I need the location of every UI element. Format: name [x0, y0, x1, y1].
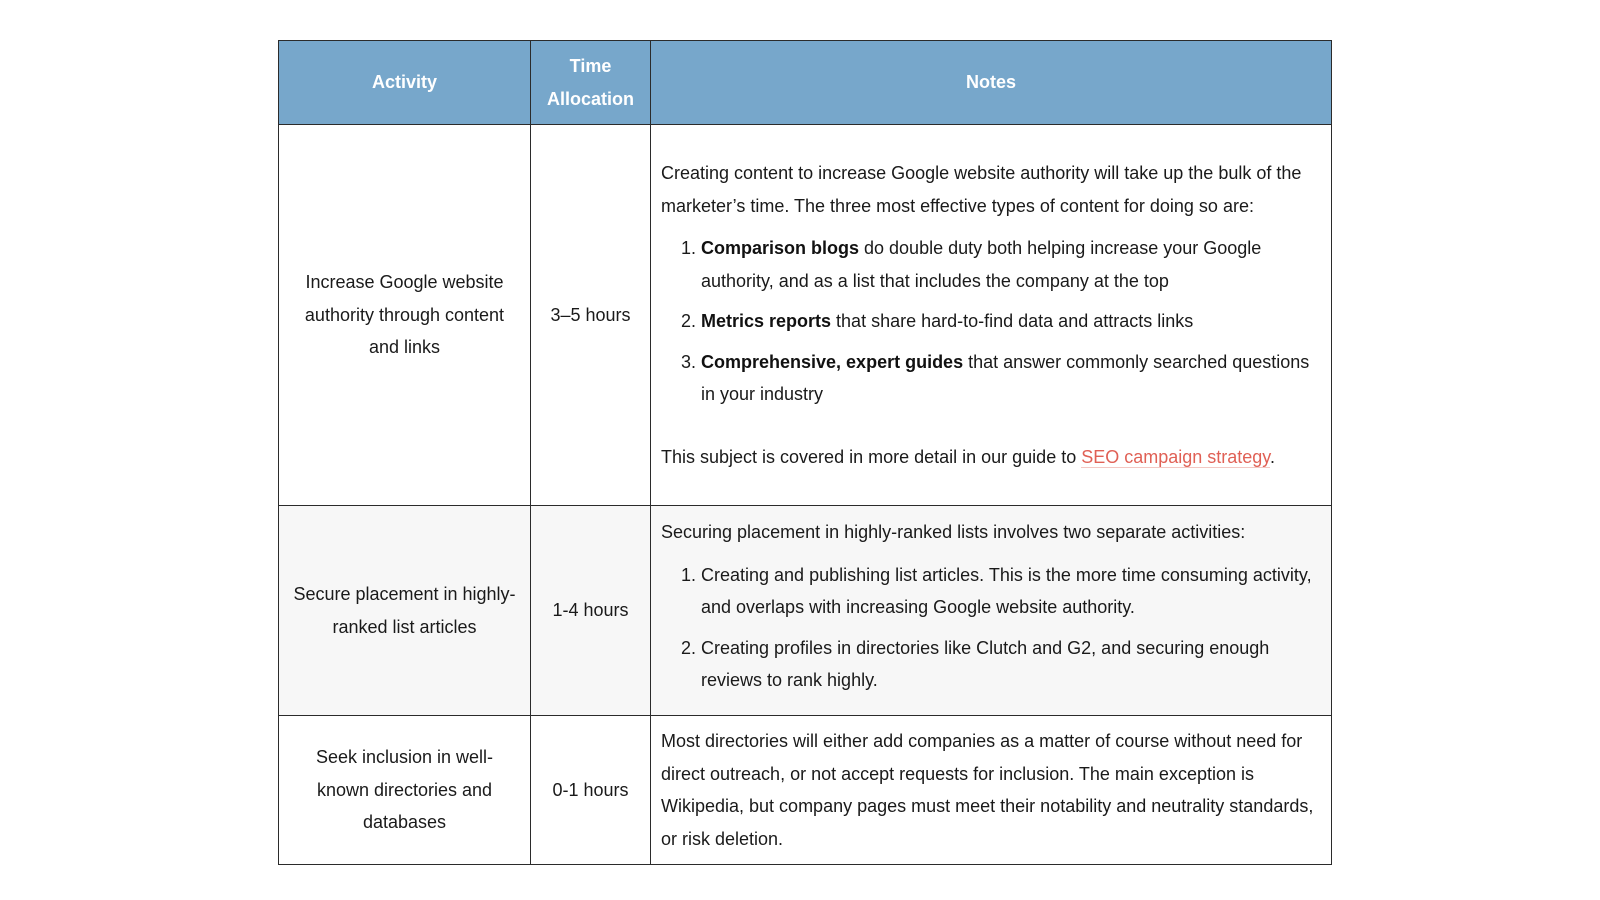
- activity-cell: Increase Google website authority through content and links: [279, 125, 531, 506]
- header-activity: Activity: [279, 41, 531, 125]
- activity-cell: Secure placement in highly-ranked list articles: [279, 506, 531, 716]
- outro-text: This subject is covered in more detail in our guide to: [661, 446, 1082, 467]
- seo-campaign-strategy-link[interactable]: SEO campaign strategy: [1081, 446, 1270, 467]
- notes-intro: Creating content to increase Google website authority will take up the bulk of the marketer’s time. The three most effective types of content for doing so are:: [661, 163, 1302, 216]
- notes-cell: [651, 716, 1332, 865]
- table-row: [279, 125, 1332, 506]
- activity-table: [278, 40, 1332, 865]
- notes-outro: [661, 441, 1321, 474]
- list-item-bold: Comprehensive, expert guides: [701, 351, 964, 372]
- activity-table-container: [278, 40, 1331, 865]
- time-cell: 3–5 hours: [531, 125, 651, 506]
- list-item: [701, 305, 1321, 338]
- notes-intro: Securing placement in highly-ranked lists involves two separate activities:: [661, 522, 1246, 543]
- list-item-text: that share hard-to-find data and attracts links: [831, 311, 1194, 331]
- notes-cell: [651, 506, 1332, 716]
- time-cell: 1-4 hours: [531, 506, 651, 716]
- list-item: 2. Creating profiles in directories like Clutch and G2, and securing enough reviews to rank highly.: [701, 632, 1321, 697]
- header-notes: Notes: [651, 41, 1332, 125]
- header-time-allocation: Time Allocation: [531, 41, 651, 125]
- list-item-bold: Comparison blogs: [701, 238, 860, 258]
- time-cell: 0-1 hours: [531, 716, 651, 865]
- activity-cell: Seek inclusion in well-known directories and databases: [279, 716, 531, 865]
- list-item: [701, 232, 1321, 297]
- outro-period: .: [1269, 446, 1275, 467]
- notes-text: Most directories will either add companies as a matter of course without need for direct outreach, or not accept requests for inclusion. The main exception is Wikipedia, but company pages must meet their notability and neutrality standards, or risk deletion.: [661, 731, 1314, 849]
- notes-list: [661, 559, 1321, 697]
- list-item-text: that answer commonly searched questions in your industry: [701, 351, 1310, 404]
- table-row: [279, 506, 1332, 716]
- list-item: 1. Creating and publishing list articles. This is the more time consuming activity, and overlaps with increasing Google website authority.: [701, 559, 1321, 624]
- list-item: [701, 346, 1321, 411]
- notes-list: [661, 232, 1321, 411]
- list-item-bold: Metrics reports: [701, 311, 832, 331]
- table-header-row: [279, 41, 1332, 125]
- list-item-text: do double duty both helping increase your Google authority, and as a list that includes the company at the top: [701, 238, 1262, 291]
- table-row: [279, 716, 1332, 865]
- notes-cell: [651, 125, 1332, 506]
